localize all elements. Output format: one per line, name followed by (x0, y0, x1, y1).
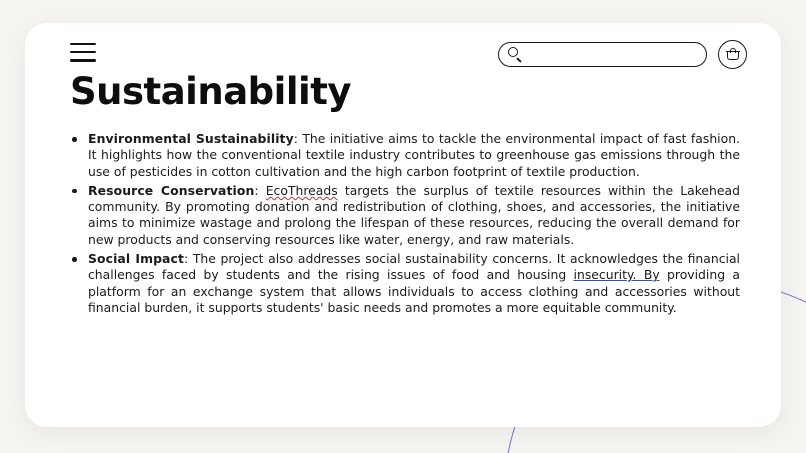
spellcheck-flagged-word[interactable]: EcoThreads (265, 182, 338, 198)
search-bar[interactable] (498, 42, 707, 67)
body-content (70, 131, 740, 319)
cart-button[interactable] (718, 40, 747, 69)
list-item (70, 251, 740, 316)
search-icon (507, 46, 524, 63)
shopping-cart-icon (726, 48, 740, 62)
bullet-text: targets the surplus of textile resources within the Lakehead community. By promoting donation and redistribution of clothing, shoes, and accessories, the initiative aims to minimize wastage and prolong the lifespan of these resources, reducing the overall demand for new products and conserving resources like water, energy, and raw materials. (88, 182, 740, 247)
bullet-lead: Environmental Sustainability (88, 131, 294, 146)
search-input[interactable] (528, 43, 698, 66)
hamburger-line (70, 51, 96, 53)
bullet-separator: : (293, 131, 303, 146)
bullet-lead: Resource Conservation (88, 182, 255, 198)
list-item (70, 183, 740, 248)
bullet-text: The initiative aims to tackle the environmental impact of fast fashion. It highlights how the conventional textile industry contributes to greenhouse gas emissions through the use of pesticides in cotton cultivation and the high carbon footprint of textile production. (88, 131, 740, 179)
hamburger-line (70, 43, 96, 45)
bullet-separator: : (254, 182, 266, 198)
grammar-flagged-phrase[interactable]: insecurity. By (573, 267, 660, 283)
page-title: Sustainability (70, 70, 351, 113)
bullet-separator: : (183, 251, 193, 267)
bullet-list (70, 131, 740, 316)
hamburger-menu-icon[interactable] (70, 43, 96, 63)
bullet-lead: Social Impact (88, 251, 184, 267)
list-item (70, 131, 740, 180)
hamburger-line (70, 59, 96, 61)
content-card (25, 23, 781, 427)
bullet-text: providing a platform for an exchange system that allows individuals to access clothing and accessories without financial burden, it supports students' basic needs and promotes a more equitable community. (88, 267, 741, 315)
bullet-text: The project also addresses social sustainability concerns. It acknowledges the financial challenges faced by students and the rising issues of food and housing (88, 251, 740, 283)
